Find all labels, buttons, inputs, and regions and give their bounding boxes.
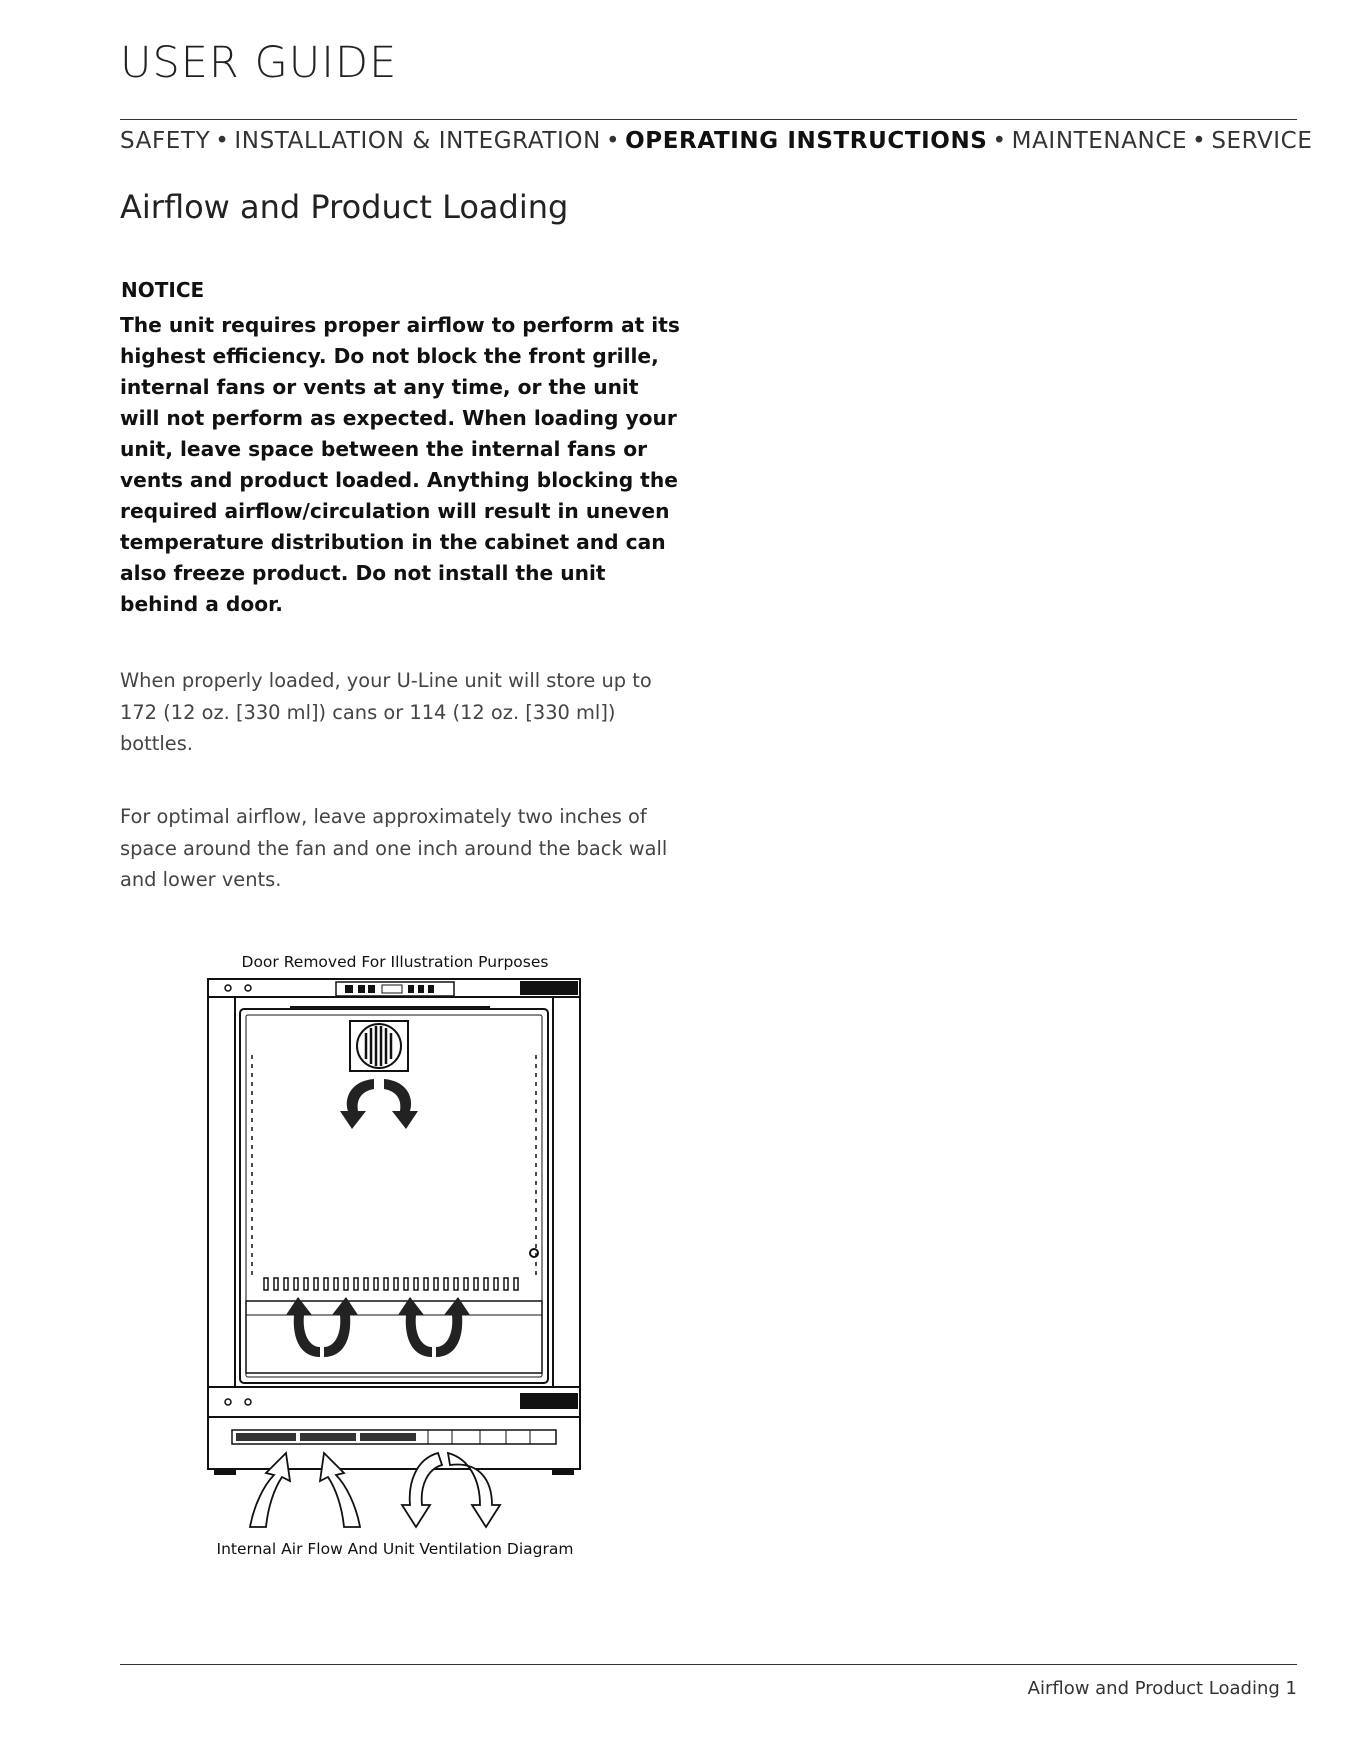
diagram-caption-bottom: Internal Air Flow And Unit Ventilation Diagram xyxy=(216,1540,574,1558)
breadcrumb-separator: • xyxy=(992,128,1007,154)
section-breadcrumb xyxy=(120,128,1312,154)
breadcrumb-separator: • xyxy=(1192,128,1207,154)
airflow-paragraph: For optimal airflow, leave approximately two inches of space around the fan and one inch around the back wall and lower vents. xyxy=(120,805,668,891)
breadcrumb-installation[interactable]: INSTALLATION & INTEGRATION xyxy=(234,128,601,154)
guide-title: USER GUIDE xyxy=(120,38,398,88)
breadcrumb-maintenance[interactable]: MAINTENANCE xyxy=(1011,128,1188,154)
breadcrumb-separator: • xyxy=(215,128,230,154)
section-title: Airflow and Product Loading xyxy=(120,188,569,226)
refrigerator-illustration xyxy=(190,975,600,1535)
breadcrumb-operating-instructions[interactable]: OPERATING INSTRUCTIONS xyxy=(625,128,988,154)
footer-page-label: Airflow and Product Loading 1 xyxy=(1027,1678,1297,1699)
notice-label: NOTICE xyxy=(121,278,205,302)
footer-divider xyxy=(120,1664,1297,1665)
capacity-paragraph: When properly loaded, your U-Line unit will store up to 172 (12 oz. [330 ml]) cans or 114 (12 oz. [330 ml]) bottles. xyxy=(120,669,652,755)
header-divider xyxy=(120,119,1297,120)
breadcrumb-separator: • xyxy=(605,128,621,154)
diagram-caption-top: Door Removed For Illustration Purposes xyxy=(241,953,549,971)
notice-text: The unit requires proper airflow to perform at its highest efficiency. Do not block the front grille, internal fans or vents at any time, or the unit will not perform as expected. When loading your unit, leave space between the internal fans or vents and product loaded. Anything blocking the required airflow/circulation will result in uneven temperature distribution in the cabinet and can also freeze product. Do not install the unit behind a door. xyxy=(120,313,680,616)
breadcrumb-safety[interactable]: SAFETY xyxy=(120,128,211,154)
breadcrumb-service[interactable]: SERVICE xyxy=(1211,128,1313,154)
airflow-diagram xyxy=(190,945,600,1565)
